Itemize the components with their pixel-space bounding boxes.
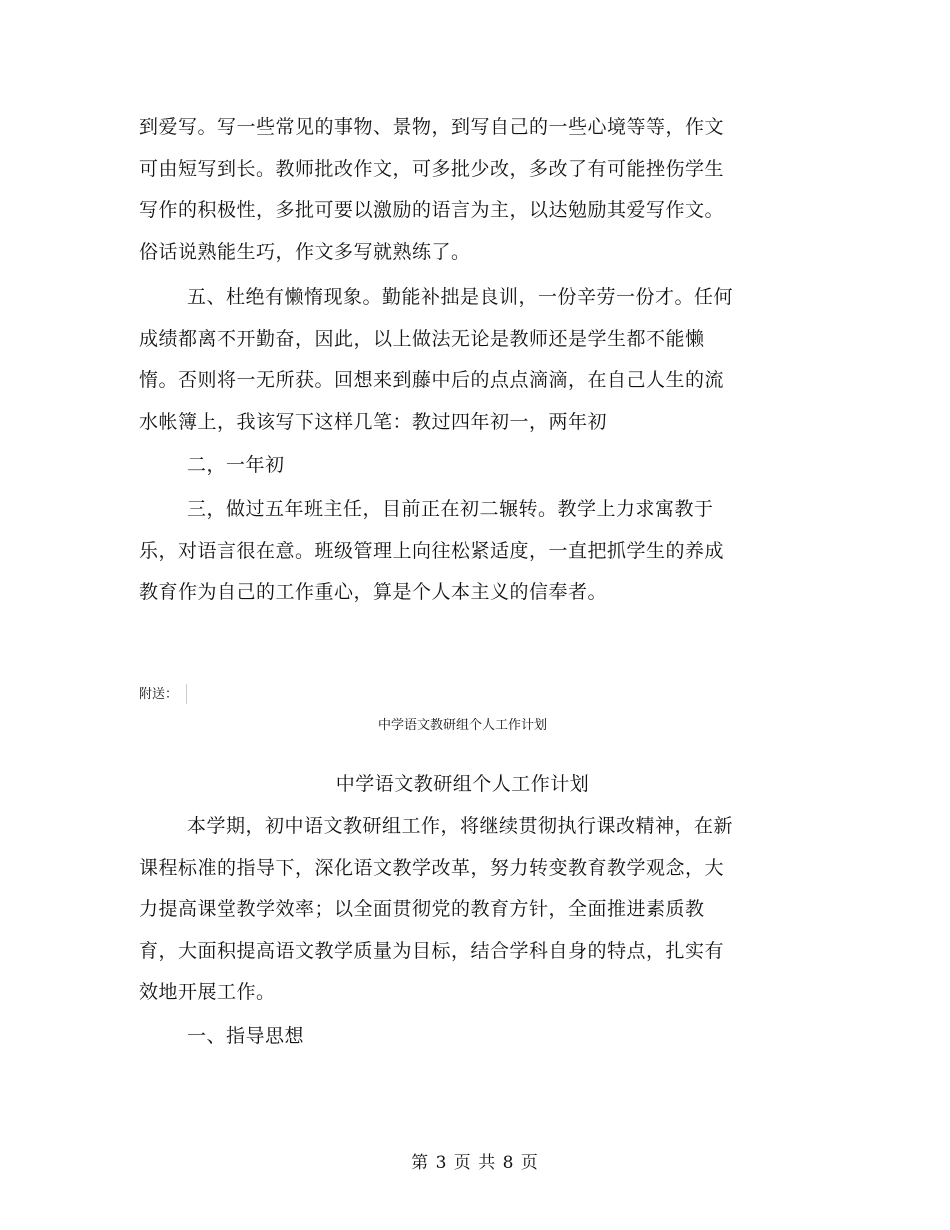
text-line: 一、指导思想 xyxy=(187,1025,305,1047)
text-line: 乐，对语言很在意。班级管理上向往松紧适度，一直把抓学生的养成 xyxy=(139,539,725,562)
attachment-label: 附送： xyxy=(139,687,179,702)
text-line: 成绩都离不开勤奋，因此，以上做法无论是教师还是学生都不能懒 xyxy=(139,327,705,350)
paragraph-plan-intro xyxy=(139,806,759,1014)
paragraph-writing xyxy=(139,107,759,273)
text-line: 五、杜绝有懒惰现象。勤能补拙是良训，一份辛劳一份才。任何 xyxy=(187,286,734,308)
text-line: 写作的积极性，多批可要以激励的语言为主，以达勉励其爱写作文。 xyxy=(139,199,725,221)
text-line: 教育作为自己的工作重心，算是个人本主义的信奉者。 xyxy=(139,581,608,603)
text-line: 二，一年初 xyxy=(187,454,285,476)
text-line: 课程标准的指导下，深化语文教学改革，努力转变教育教学观念，大 xyxy=(139,856,725,879)
text-line: 可由短写到长。教师批改作文，可多批少改，多改了有可能挫伤学生 xyxy=(139,157,725,180)
paragraph-diligence xyxy=(139,277,759,443)
page-number-footer: 第 3 页 共 8 页 xyxy=(411,1153,539,1173)
text-line: 三，做过五年班主任，目前正在初二辗转。教学上力求寓教于 xyxy=(187,498,714,520)
paragraph-two xyxy=(139,445,759,487)
text-line: 俗话说熟能生巧，作文多写就熟练了。 xyxy=(139,240,471,263)
text-line: 本学期，初中语文教研组工作，将继续贯彻执行课改精神，在新 xyxy=(187,815,734,837)
section-heading-guiding-ideology xyxy=(139,1016,759,1058)
text-line: 育，大面积提高语文教学质量为目标，结合学科自身的特点，扎实有 xyxy=(139,939,725,962)
plan-title: 中学语文教研组个人工作计划 xyxy=(335,773,590,795)
attachment-small-title: 中学语文教研组个人工作计划 xyxy=(377,718,547,733)
text-line: 力提高课堂教学效率；以全面贯彻党的教育方针，全面推进素质教 xyxy=(139,898,705,920)
text-line: 效地开展工作。 xyxy=(139,981,276,1003)
attachment-divider xyxy=(186,684,187,704)
paragraph-three xyxy=(139,489,759,614)
text-line: 水帐簿上，我该写下这样几笔：教过四年初一，两年初 xyxy=(139,410,608,433)
text-line: 到爱写。写一些常见的事物、景物，到写自己的一些心境等等，作文 xyxy=(139,116,725,138)
text-line: 惰。否则将一无所获。回想来到藤中后的点点滴滴，在自己人生的流 xyxy=(139,369,725,391)
